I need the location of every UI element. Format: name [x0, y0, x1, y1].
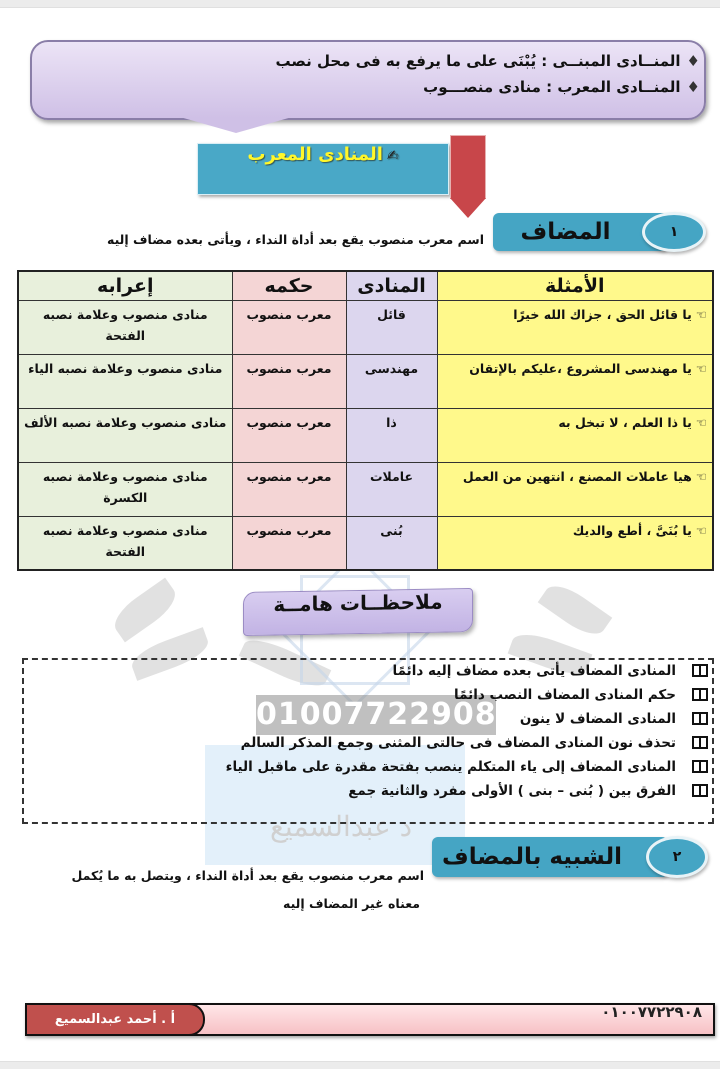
section-1-title: المضاف: [520, 219, 611, 245]
callout-line-mabni: [275, 52, 700, 70]
examples-table: [17, 270, 714, 571]
section-2-description-line-2: معناه غير المضاف إليه: [283, 896, 420, 911]
watermark-leaf: [108, 578, 183, 643]
cell-hukm: معرب منصوب: [232, 516, 346, 570]
table-row: [18, 462, 713, 516]
bottom-edge-strip: [0, 1061, 720, 1069]
writing-hand-icon: ✍: [386, 148, 399, 164]
cell-irab: منادى منصوب وعلامة نصبه الياء: [18, 354, 232, 408]
notes-banner: [243, 588, 473, 636]
pointing-hand-icon: ☜: [695, 306, 707, 322]
cell-example: ☜هيا عاملات المصنع ، انتهين من العمل: [437, 462, 713, 516]
pointing-hand-icon: ☜: [695, 414, 707, 430]
section-2-header: [432, 837, 668, 877]
cell-munada: عاملات: [346, 462, 437, 516]
watermark-name: د عبدالسميع: [270, 810, 413, 843]
header-irab: إعرابه: [18, 271, 232, 300]
table-row: [18, 300, 713, 354]
watermark-phone: 01007722908: [256, 695, 496, 735]
cell-irab: منادى منصوب وعلامة نصبه الألف: [18, 408, 232, 462]
cell-example: ☜يا مهندسى المشروع ،عليكم بالإتقان: [437, 354, 713, 408]
section-2-number: ٢: [646, 836, 708, 878]
cell-irab: منادى منصوب وعلامة نصبه الفتحة: [18, 300, 232, 354]
callout-line-muarab: [423, 78, 700, 96]
header-examples: الأمثلة: [437, 271, 713, 300]
pointing-hand-icon: ☜: [695, 522, 707, 538]
note-item: تحذف نون المنادى المضاف فى حالتى المثنى وجمع المذكر السالم: [241, 733, 708, 753]
table-row: [18, 516, 713, 570]
callout-text: المنــادى المبنــى : يُبْنَى على ما يرفع به فى محل نصب: [275, 52, 681, 70]
title-banner: [197, 143, 449, 195]
footer-phone: ٠١٠٠٧٧٢٢٩٠٨: [601, 1003, 702, 1021]
top-edge-strip: [0, 0, 720, 8]
book-icon: [692, 664, 708, 677]
book-icon: [692, 712, 708, 725]
cell-hukm: معرب منصوب: [232, 462, 346, 516]
diamond-bullet-icon: ♦: [686, 52, 700, 70]
cell-irab: منادى منصوب وعلامة نصبه الفتحة: [18, 516, 232, 570]
note-item: حكم المنادى المضاف النصب دائمًا: [454, 685, 708, 705]
header-munada: المنادى: [346, 271, 437, 300]
diamond-bullet-icon: ♦: [686, 78, 700, 96]
note-item: المنادى المضاف لا ينون: [520, 709, 708, 729]
cell-munada: مهندسى: [346, 354, 437, 408]
pointing-hand-icon: ☜: [695, 360, 707, 376]
note-item: الفرق بين ( بُنى – بنى ) الأولى مفرد والثانية جمع: [348, 781, 708, 801]
pointing-hand-icon: ☜: [695, 468, 707, 484]
section-1-number: ١: [642, 212, 706, 252]
cell-munada: قائل: [346, 300, 437, 354]
banner-title: ✍المنادى المعرب: [247, 144, 399, 165]
header-hukm: حكمه: [232, 271, 346, 300]
book-icon: [692, 736, 708, 749]
footer-author: أ . أحمد عبدالسميع: [25, 1003, 205, 1036]
red-ribbon-tip: [450, 198, 486, 218]
book-icon: [692, 784, 708, 797]
cell-example: ☜يا ذا العلم ، لا تبخل به: [437, 408, 713, 462]
cell-example: ☜يا قائل الحق ، جزاك الله خيرًا: [437, 300, 713, 354]
cell-munada: ذا: [346, 408, 437, 462]
cell-hukm: معرب منصوب: [232, 408, 346, 462]
section-2-description-line-1: اسم معرب منصوب يقع بعد أداة النداء ، ويتصل به ما يُكمل: [71, 868, 424, 883]
note-item: المنادى المضاف إلى ياء المتكلم ينصب بفتحة مقدرة على ماقبل الياء: [226, 757, 708, 777]
book-icon: [692, 760, 708, 773]
callout-tail: [180, 117, 292, 133]
note-item: المنادى المضاف يأتى بعده مضاف إليه دائمًا: [393, 661, 709, 681]
cell-example: ☜يا بُنَىَّ ، أطع والديك: [437, 516, 713, 570]
table-row: [18, 408, 713, 462]
notes-title: ملاحظــات هامــة: [273, 589, 443, 617]
cell-hukm: معرب منصوب: [232, 354, 346, 408]
watermark-leaf: [538, 578, 613, 643]
section-1-description: اسم معرب منصوب يقع بعد أداة النداء ، ويأتى بعده مضاف إليه: [106, 232, 484, 247]
callout-text: المنــادى المعرب : منادى منصـــوب: [423, 78, 681, 96]
cell-hukm: معرب منصوب: [232, 300, 346, 354]
table-row: [18, 354, 713, 408]
cell-munada: بُنى: [346, 516, 437, 570]
cell-irab: منادى منصوب وعلامة نصبه الكسرة: [18, 462, 232, 516]
red-ribbon: [450, 135, 486, 199]
table-header-row: [18, 271, 713, 300]
book-icon: [692, 688, 708, 701]
section-2-title: الشبيه بالمضاف: [441, 844, 622, 870]
